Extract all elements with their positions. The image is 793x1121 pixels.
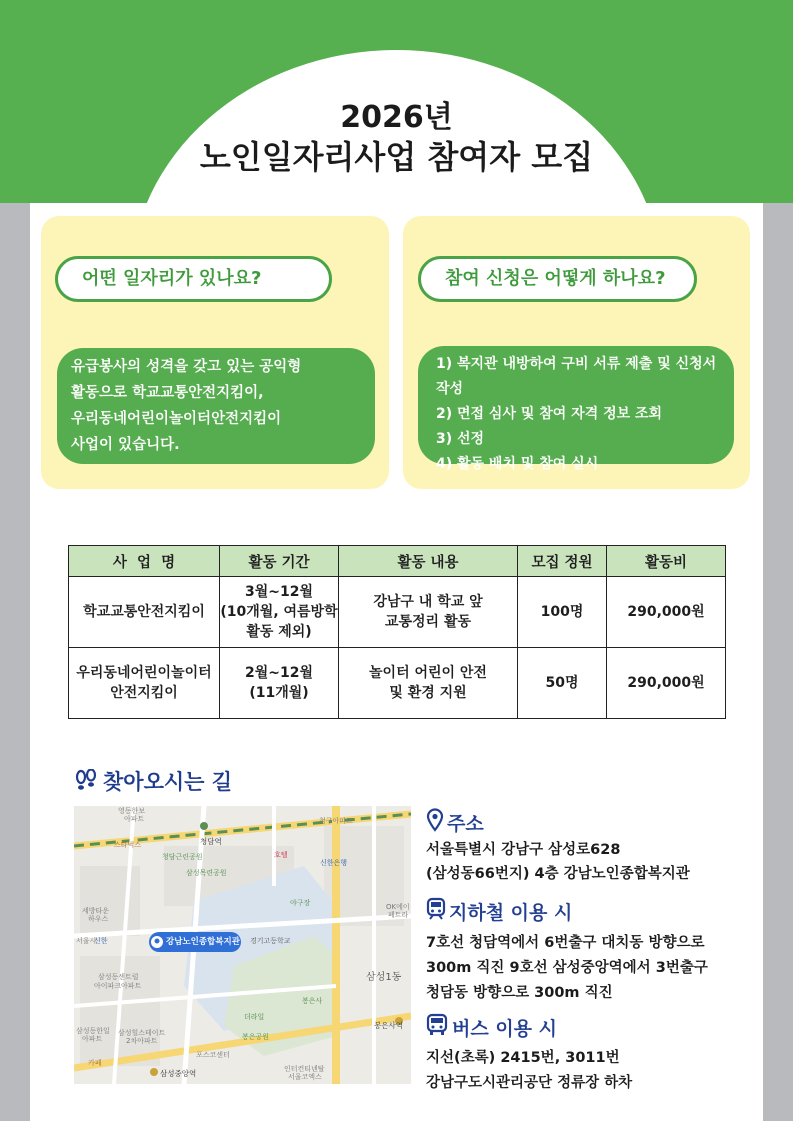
answer-line: 유급봉사의 성격을 갖고 있는 공익형 <box>71 359 302 375</box>
map-label: 세방타운 <box>82 907 110 915</box>
map-label: 서울시 <box>76 937 97 945</box>
answer-line: 우리동네어린이놀이터안전지킴이 <box>71 411 282 427</box>
cell-line: 강남구 내 학교 앞 <box>373 594 483 610</box>
map-label: 호텔 <box>274 851 288 859</box>
map-label: 봉은공원 <box>242 1033 270 1041</box>
bus-icon <box>426 1013 448 1037</box>
map-label: 아파트 <box>124 815 145 823</box>
answer-line: 사업이 있습니다. <box>71 437 180 453</box>
footsteps-icon <box>74 769 98 791</box>
cell-line: 교통정리 활동 <box>384 614 472 630</box>
cell-name <box>69 577 220 648</box>
map-label: 청담역 <box>200 837 222 846</box>
header-period: 활동 기간 <box>220 546 339 577</box>
map-label: 청담근린공원 <box>162 853 203 861</box>
apply-answer-bubble <box>418 346 734 472</box>
cell-fee: 290,000원 <box>607 648 726 719</box>
map-label: 카페 <box>88 1059 102 1067</box>
map-label: 신한 <box>94 937 108 945</box>
map-label: 하우스 <box>88 915 109 923</box>
cell-line: 안전지킴이 <box>110 685 178 701</box>
map-pin-label[interactable]: 강남노인종합복지관 <box>166 937 240 947</box>
cell-line: 2월~12월 <box>244 665 313 681</box>
cell-line: 3월~12월 <box>244 584 313 600</box>
map-label: 삼성중앙역 <box>160 1069 197 1078</box>
cell-line: 및 환경 지원 <box>389 685 467 701</box>
location-pin-icon <box>426 808 444 832</box>
program-table <box>68 545 726 719</box>
cell-content <box>339 648 518 719</box>
map-label: 아이파크아파트 <box>94 982 142 990</box>
address-line: 서울특별시 강남구 삼성로628 <box>426 842 621 858</box>
jobs-question-bubble: 어떤 일자리가 있나요? <box>55 256 332 302</box>
answer-line: 3) 선정 <box>436 431 485 447</box>
map-label: OK에이 <box>386 903 410 911</box>
cell-quota: 100명 <box>518 577 607 648</box>
map-label: 봉은사역 <box>374 1021 403 1030</box>
cell-line: 우리동네어린이놀이터 <box>76 665 212 681</box>
map-label: 삼성1동 <box>366 972 402 983</box>
map-label: 삼성목련공원 <box>186 869 227 877</box>
page-title: 노인일자리사업 참여자 모집 <box>199 138 594 176</box>
map-label: 아파트 <box>82 1035 103 1043</box>
map-label: 삼성동센트럴 <box>98 973 139 981</box>
map-label: 서울코엑스 <box>288 1073 322 1081</box>
answer-line: 2) 면접 심사 및 참여 자격 정보 조회 <box>436 406 663 422</box>
subway-icon <box>426 897 446 921</box>
bus-line: 지선(초록) 2415번, 3011번 <box>426 1050 620 1066</box>
map-label: 신한은행 <box>320 859 348 867</box>
cell-line: (10개월, 여름방학 <box>220 604 338 620</box>
header-project-name: 사 업 명 <box>69 546 220 577</box>
location-map[interactable] <box>74 806 411 1084</box>
header-content: 활동 내용 <box>339 546 518 577</box>
answer-line: 활동으로 학교교통안전지킴이, <box>71 385 264 401</box>
subway-line: 300m 직진 9호선 삼성중앙역에서 3번출구 <box>426 960 708 976</box>
map-label: 더라일 <box>244 1013 265 1021</box>
subway-line: 7호선 청담역에서 6번출구 대치동 방향으로 <box>426 935 705 951</box>
cell-fee: 290,000원 <box>607 577 726 648</box>
map-label: 인터컨티넨탈 <box>284 1065 325 1073</box>
subway-heading: 지하철 이용 시 <box>449 902 573 924</box>
header-quota: 모집 정원 <box>518 546 607 577</box>
map-label: 삼성동한일 <box>76 1027 110 1035</box>
map-label: 2차아파트 <box>126 1037 158 1045</box>
cell-period <box>220 648 339 719</box>
cell-content <box>339 577 518 648</box>
bus-line: 강남구도시관리공단 정류장 하차 <box>426 1075 633 1091</box>
apply-question-bubble: 참여 신청은 어떻게 하나요? <box>418 256 697 302</box>
cell-line: 놀이터 어린이 안전 <box>369 665 487 681</box>
table-header-row <box>69 546 726 577</box>
answer-line: 4) 활동 배치 및 참여 실시 <box>436 456 599 472</box>
address-heading: 주소 <box>447 813 484 835</box>
answer-line: 1) 복지관 내방하여 구비 서류 제출 및 신청서 작성 <box>436 356 717 397</box>
cell-line: 학교교통안전지킴이 <box>83 604 205 620</box>
page-title-year: 2026년 <box>340 100 453 135</box>
address-line: (삼성동66번지) 4층 강남노인종합복지관 <box>426 866 690 882</box>
map-label: 봉은사 <box>302 997 323 1005</box>
map-label: 야구장 <box>290 899 311 907</box>
jobs-answer-bubble <box>57 348 375 464</box>
cell-period <box>220 577 339 648</box>
header-fee: 활동비 <box>607 546 726 577</box>
cell-name <box>69 648 220 719</box>
table-row <box>69 577 726 648</box>
map-label: 경기고등학교 <box>250 937 291 945</box>
map-label: 스타벅스 <box>114 841 142 849</box>
map-label: 포스코센터 <box>196 1051 230 1059</box>
bus-heading: 버스 이용 시 <box>452 1018 557 1040</box>
map-label: 삼성힐스테이트 <box>118 1029 166 1037</box>
map-label: 영동한보 <box>118 807 146 815</box>
cell-line: 활동 제외) <box>246 624 312 640</box>
subway-line: 청담동 방향으로 300m 직진 <box>426 985 613 1001</box>
cell-line: (11개월) <box>249 685 309 701</box>
table-row <box>69 648 726 719</box>
map-label: 청구아파트 <box>319 817 353 825</box>
cell-quota: 50명 <box>518 648 607 719</box>
map-label: 페트라 <box>388 911 409 919</box>
directions-title: 찾아오시는 길 <box>103 770 233 794</box>
